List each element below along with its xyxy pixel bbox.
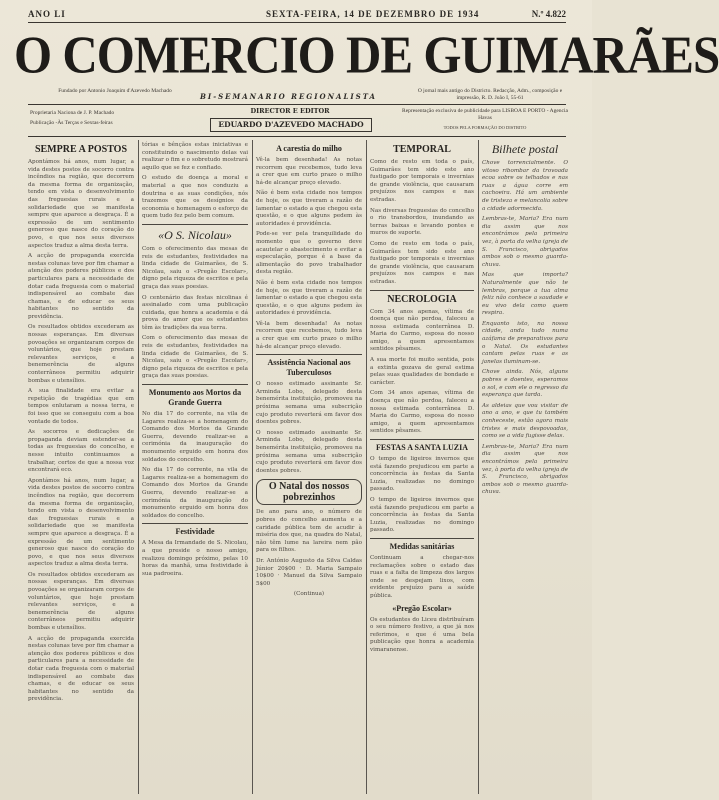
article-title: A carestia do milho [276, 144, 342, 153]
year-label: ANO LI [28, 9, 66, 19]
director-name: EDUARDO D'AZEVEDO MACHADO [210, 118, 372, 132]
article-paragraph: Mas que importa? Naturalmente que não te lembras, porque a tua alma feliz não conhece a saudade e eu vivo dela como quem respira. [482, 272, 568, 317]
article-title: Festividade [175, 527, 215, 537]
article-title: Assistência Nacional aos Tuberculosos [267, 358, 351, 378]
article-paragraph: O estudo de doença a moral e material a que nos conduziu a doutrina e as suas condições, nós trazemos que os desígnios da economia e homenagem o esforço de quem tudo fez pelo bem comum. [142, 175, 248, 220]
article-paragraph: Pode-se ver pela tranquilidade do momento que o governo deve acautelar o abastecimento e evitar a especulação, porque é a base da alimentação do povo trabalhador desta região. [256, 231, 362, 276]
article-paragraph: Não é bem esta cidade nos tempos de hoje, os que tiveram a razão de lamentar o estado a que chegou esta questão, e o que alguns pedem às autoridades é providência. [256, 190, 362, 227]
column-3 [256, 142, 362, 796]
article-paragraph: Chove ainda. Nós, alguns pobres e doentes, esperamos o sol, e com ele o regresso da esperança que tarda. [482, 369, 568, 399]
article-paragraph: A acção de propaganda exercida nestas colunas teve por fim chamar a atenção dos poderes públicos e dos particulares para a necessidade de dotar cada freguesia com o material indispensável ao combate das chamas, e de educar os seus habitantes no sentido da previdência. [28, 635, 135, 703]
divider [256, 354, 362, 355]
donation-list: Dr. António Augusto da Silva Caldas Júnior 20$00 · D. Maria Sampaio 10$00 · Manuel da Silva Sampaio 5$00 [256, 557, 362, 587]
article-paragraph: Com o oferecimento das mesas de reis de estudantes, festividades na linda cidade de Guimarães, de S. Nicolau, saiu o «Pregão Escolar», digno pela riqueza de escritos e pela graça das suas poesias. [142, 335, 248, 380]
article-paragraph: Como de resto em toda o país, Guimarães tem sido este ano fustigado por temporais e invernias de grande violência, que causaram prejuízos nos campos e nas estradas. [370, 159, 474, 203]
issue-line [28, 8, 566, 23]
article-paragraph: Os resultados obtidos excederam as nossas esperanças. Em diversas povoações se organizaram corpos de voluntários, que hoje prestam relevantes serviços, e a benemerência de alguns conterrâneos permitiu adquirir bombas e utensílios. [28, 571, 134, 632]
divider [370, 538, 474, 539]
article-paragraph: Apontámos há anos, num lugar, a vida destes postos de socorro contra incêndios na região, que decorrem da mesma forma de organização, tendo em vista o desenvolvimento das freguesias rurais e a solidariedade que se manifesta sempre que aparece a desgraça. É a expressão de um sentimento generoso que nasce do coração do povo, e que nos seus diversos aspectos traduz a alma desta terra. [28, 477, 134, 568]
tagline: O jornal mais antigo do Districto. Redacção, Adm., composição e impressão, R. D. João I, 55-61 [417, 88, 563, 101]
divider [142, 523, 248, 524]
column-divider [478, 140, 479, 794]
article-paragraph: Como de resto em toda o país, Guimarães tem sido este ano fustigado por temporais e invernias de grande violência, que causaram prejuízos nos campos e nas estradas. [370, 240, 474, 285]
article-title: Bilhete postal [491, 142, 559, 156]
article-paragraph: tórias e bênçãos estas iniciativas e constituindo o nascimento delas vai realizar o fim e o sobretudo mostrará aquilo que se fez e confiado. [142, 142, 249, 171]
column-divider [366, 140, 367, 794]
masthead-title: O COMERCIO DE GUIMARÃES [14, 24, 719, 85]
article-paragraph: O tempo de ligeiros invernos que está fazendo prejudicou em parte a concorrência às festas da Santa Luzia, realizadas no domingo passado. [370, 456, 474, 493]
director-label: DIRECTOR E EDITOR [190, 106, 390, 116]
divider [370, 439, 474, 440]
article-paragraph: A Mesa da Irmandade de S. Nicolau, a que preside o nosso amigo, realizou domingo próximo, pelas 10 horas da manhã, uma festividade à sua padroeira. [142, 540, 248, 577]
publicity-note: Representação exclusiva de publicidade para LISBOA E PORTO - Agencia Havas [402, 108, 568, 121]
column-1 [28, 142, 134, 796]
semanario-label: BI-SEMANARIO REGIONALISTA [200, 92, 377, 101]
article-title: FESTAS A SANTA LUZIA [376, 443, 468, 452]
divider [142, 384, 248, 385]
article-paragraph: De ano para ano, o número de pobres do concelho aumenta e a caridade pública tem de acudir à miséria dos que, na quadra do Natal, não têm lume na lareira nem pão para os filhos. [256, 509, 362, 554]
header-bottom-rule [28, 136, 566, 137]
column-5 [482, 142, 568, 796]
article-paragraph: Os resultados obtidos excederam as nossas esperanças. Em diversas povoações se organizaram corpos de voluntários, que hoje prestam relevantes serviços, e a benemerência de alguns conterrâneos permitiu adquirir bombas e utensílios. [28, 324, 134, 384]
article-paragraph: No dia 17 do corrente, na vila de Lagares realiza-se a homenagem do Comando dos Mortos da Grande Guerra, devendo realizar-se a cerimónia da inauguração do monumento erguido em honra dos soldados do concelho. [142, 411, 248, 463]
article-paragraph: Vê-la bem desenhada! As notas recorrem que recebemos, tudo leva a crer que em curto prazo o milho há-de alcançar preço elevado. [256, 157, 362, 186]
article-paragraph: Os estudantes do Liceu distribuíram o seu número festivo, a que já nos referimos, e que é uma bela publicação que honra a academia vimaranense. [370, 616, 474, 653]
header-rule [28, 104, 566, 105]
issue-number: N.º 4.822 [531, 9, 566, 19]
article-paragraph: Vê-la bem desenhada! As notas recorrem que recebemos, tudo leva a crer que em curto prazo o milho há-de alcançar preço elevado. [256, 320, 362, 350]
article-paragraph: A acção de propaganda exercida nestas colunas teve por fim chamar a atenção dos poderes públicos e dos particulares para a necessidade de dotar cada freguesia com o material indispensável ao combate das chamas, e de educar os seus habitantes no sentido da previdência. [28, 253, 135, 320]
article-paragraph: Apontámos há anos, num lugar, a vida destes postos de socorro contra incêndios na região, que decorrem da mesma forma de organização, tendo em vista o desenvolvimento das freguesias rurais e a solidariedade que se manifesta sempre que aparece a desgraça. É a expressão de um sentimento generoso que nasce do coração do povo, e que nos seus diversos aspectos traduz a alma desta terra. [28, 159, 134, 249]
article-paragraph: Lembras-te, Maria? Era num dia assim que nos encontrámos pela primeira vez, à porta da velha igreja de S. Francisco, abrigados ambos sob o mesmo guarda-chuva. [482, 443, 568, 496]
article-paragraph: O tempo de ligeiros invernos que está fazendo prejudicou em parte a concorrência às festas da Santa Luzia, realizadas no domingo passado. [370, 496, 474, 534]
article-paragraph: O centenário das festas nicolinas é assinalado com uma publicação cuidada, que honra a academia e dá prova do amor que os estudantes têm às tradições da sua terra. [142, 294, 248, 331]
article-paragraph: Enquanto isto, na nossa cidade, anda tudo numa azáfama de preparativos para o Natal. Os estudantes cantam pelas ruas e as janelas iluminam-se. [482, 320, 568, 365]
continua-note: (Continua) [293, 591, 325, 598]
issue-date: SEXTA-FEIRA, 14 DE DEZEMBRO DE 1934 [266, 9, 480, 19]
article-paragraph: Chove torrencialmente. O vitoso ribombar da trovoada ecoa sobre os telhados e nas ruas a água corre em cachoeira. Há um ambiente de tristeza e melancolia sobre a cidade adormecida. [482, 160, 568, 212]
article-title: «Pregão Escolar» [392, 603, 452, 613]
article-title: SEMPRE A POSTOS [34, 144, 128, 155]
article-paragraph: Nas diversas freguesias do concelho o rio transbordou, inundando as terras baixas e levando pontes e muros de suporte. [370, 207, 474, 237]
article-paragraph: As aldeias que vou visitar de ano a ano, e que tu também conheceste, estão agora mais tristes e mais despovoadas, como se a vida fugisse delas. [482, 402, 568, 440]
article-paragraph: O nosso estimado assinante Sr. Arminda Lobo, delegado desta benemérita instituição, promoveu na próxima semana uma subscrição cujo produto reverterá em favor dos doentes pobres. [256, 429, 362, 474]
article-paragraph: No dia 17 do corrente, na vila de Lagares realiza-se a homenagem do Comando dos Mortos da Grande Guerra, devendo realizar-se a cerimónia da inauguração do monumento erguido em honra dos soldados do concelho. [142, 467, 248, 519]
article-paragraph: A sua morte foi muito sentida, pois a extinta gozava de geral estima pelas suas qualidades de bondade e carácter. [370, 357, 474, 386]
article-paragraph: Continuam a chegar-nos reclamações sobre o estado das ruas e a falta de limpeza dos largos onde se despejam lixos, com evidente prejuízo para a saúde pública. [370, 554, 474, 599]
column-2 [142, 142, 248, 796]
column-4 [370, 142, 474, 796]
article-paragraph: A sua finalidade era evitar a repetição de tragédias que em tempos enlutaram a nossa terra, e foi isso que se conseguiu com a boa vontade de todos. [28, 388, 134, 425]
article-paragraph: Com 34 anos apenas, vítima de doença que não perdoa, faleceu a nossa estimada conterrânea D. Maria do Carmo, esposa do nosso amigo, a quem apresentamos sentidos pêsames. [370, 390, 474, 435]
column-divider [138, 140, 139, 794]
founder-note: Fundado por Antonio Joaquim d'Azevedo Machado [58, 88, 172, 94]
article-paragraph: Com 34 anos apenas, vítima de doença que não perdoa, faleceu a nossa estimada conterrânea D. Maria do Carmo, esposa do nosso amigo, a quem apresentamos sentidos pêsames. [370, 308, 474, 353]
column-divider [252, 140, 253, 794]
proprietario: Proprietaria Naciona de J. P. Machado [30, 110, 115, 116]
article-title: «O S. Nicolau» [158, 227, 232, 242]
article-title: Monumento aos Mortos da Grande Guerra [148, 388, 242, 408]
divider [370, 290, 474, 291]
article-title: O Natal dos nossos pobrezinhos [256, 479, 362, 505]
article-paragraph: Não é bem esta cidade nos tempos de hoje, os que tiveram a razão de lamentar o estado a que chegou esta questão, e o que alguns pedem às autoridades é providência. [256, 279, 362, 317]
article-title: NECROLOGIA [387, 293, 457, 305]
article-title: Medidas sanitárias [389, 541, 455, 551]
article-paragraph: Lembras-te, Maria? Era num dia assim que nos encontrámos pela primeira vez, à porta da velha igreja de S. Francisco, abrigados ambos sob o mesmo guarda-chuva. [482, 216, 568, 268]
publicacao: Publicação -Às Terças e Sextas-feiras [30, 120, 113, 126]
article-paragraph: O nosso estimado assinante Sr. Arminda Lobo, delegado desta benemérita instituição, promoveu na próxima semana uma subscrição cujo produto reverterá em favor dos doentes pobres. [256, 381, 362, 426]
article-paragraph: Com o oferecimento das mesas de reis de estudantes, festividades na linda cidade de Guimarães, de S. Nicolau, saiu o «Pregão Escolar», digno pela riqueza de escritos e pela graça das suas poesias. [142, 245, 248, 290]
article-paragraph: As socorros e dedicações de propaganda deviam estender-se a todas as freguesias do concelho, e nesse intuito continuamos a trabalhar, certos de que a nossa voz encontrará eco. [28, 429, 134, 474]
article-title: TEMPORAL [393, 144, 451, 155]
divider [142, 224, 248, 225]
publicity-subnote: TODOS PELA FORMAÇÃO DO DISTRITO [443, 125, 527, 130]
